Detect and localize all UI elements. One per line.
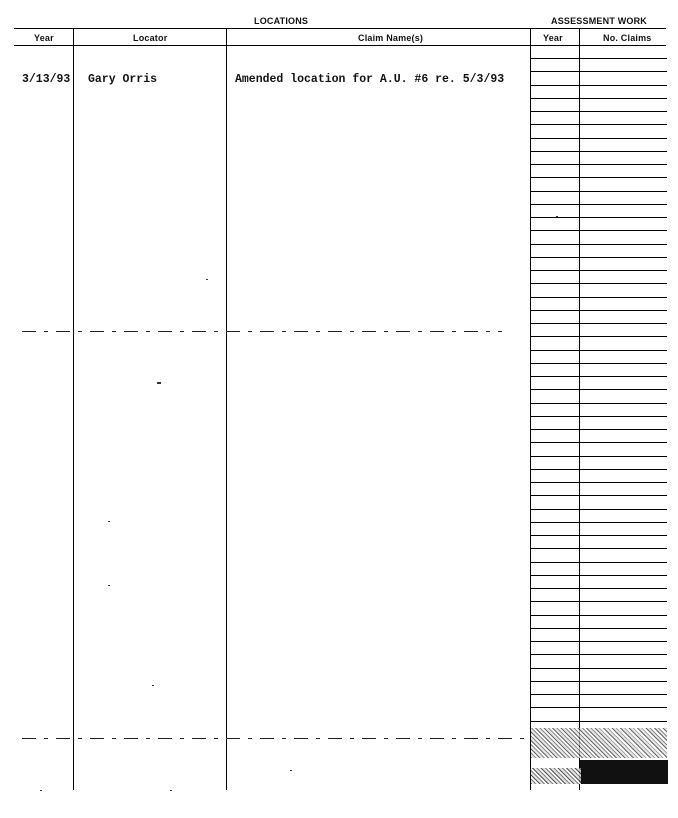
locations-header: LOCATIONS — [254, 16, 309, 26]
assessment-work-row-rule — [531, 244, 667, 245]
assessment-work-row-rule — [531, 721, 667, 722]
assessment-work-row-rule — [531, 429, 667, 430]
assessment-work-header: ASSESSMENT WORK — [551, 16, 648, 26]
column-header-claim-names: Claim Name(s) — [358, 33, 424, 43]
speck — [170, 790, 172, 791]
column-header-no-claims: No. Claims — [603, 33, 652, 43]
assessment-work-row-rule — [531, 191, 667, 192]
assessment-work-row-rule — [531, 509, 667, 510]
assessment-work-row-rule — [531, 535, 667, 536]
speck — [556, 216, 558, 217]
column-divider-aw-year-claims — [579, 28, 580, 790]
entry-locator: Gary Orris — [88, 73, 158, 86]
scan-noise — [531, 728, 667, 758]
speck — [290, 770, 292, 771]
assessment-work-row-rule — [531, 681, 667, 682]
column-header-year: Year — [34, 33, 54, 43]
assessment-work-row-rule — [531, 111, 667, 112]
assessment-work-row-rule — [531, 310, 667, 311]
assessment-work-row-rule — [531, 350, 667, 351]
assessment-work-row-rule — [531, 85, 667, 86]
assessment-work-row-rule — [531, 323, 667, 324]
speck — [157, 382, 161, 384]
assessment-work-row-rule — [531, 416, 667, 417]
entry-year: 3/13/93 — [22, 73, 71, 86]
assessment-work-row-rule — [531, 628, 667, 629]
assessment-work-row-rule — [531, 442, 667, 443]
top-rule — [14, 28, 666, 29]
speck — [152, 685, 154, 686]
column-header-aw-year: Year — [543, 33, 563, 43]
assessment-work-row-rule — [531, 654, 667, 655]
assessment-work-row-rule — [531, 177, 667, 178]
assessment-work-row-rule — [531, 230, 667, 231]
column-divider-locator-claim — [226, 28, 227, 790]
assessment-work-row-rule — [531, 124, 667, 125]
assessment-work-row-rule — [531, 615, 667, 616]
assessment-work-row-rule — [531, 601, 667, 602]
scan-noise — [580, 760, 668, 784]
assessment-work-row-rule — [531, 707, 667, 708]
assessment-work-row-rule — [531, 456, 667, 457]
assessment-work-row-rule — [531, 575, 667, 576]
assessment-work-row-rule — [531, 588, 667, 589]
column-header-locator: Locator — [133, 33, 168, 43]
assessment-work-row-rule — [531, 562, 667, 563]
assessment-work-row-rule — [531, 668, 667, 669]
column-divider-claim-aw — [530, 28, 531, 790]
assessment-work-row-rule — [531, 336, 667, 337]
assessment-work-row-rule — [531, 71, 667, 72]
assessment-work-row-rule — [531, 297, 667, 298]
assessment-work-row-rule — [531, 151, 667, 152]
assessment-work-row-rule — [531, 204, 667, 205]
assessment-work-row-rule — [531, 469, 667, 470]
assessment-work-row-rule — [531, 376, 667, 377]
assessment-work-row-rule — [531, 495, 667, 496]
speck — [108, 585, 110, 586]
assessment-work-row-rule — [531, 257, 667, 258]
assessment-work-row-rule — [531, 522, 667, 523]
assessment-work-row-rule — [531, 389, 667, 390]
assessment-work-row-rule — [531, 403, 667, 404]
assessment-work-row-rule — [531, 98, 667, 99]
fold-line-bottom — [22, 738, 527, 739]
assessment-work-row-rule — [531, 138, 667, 139]
speck — [40, 790, 42, 791]
entry-claim-name: Amended location for A.U. #6 re. 5/3/93 — [235, 73, 505, 86]
assessment-work-row-rule — [531, 283, 667, 284]
assessment-work-row-rule — [531, 641, 667, 642]
assessment-work-row-rule — [531, 548, 667, 549]
assessment-work-row-rule — [531, 482, 667, 483]
speck — [206, 279, 208, 280]
assessment-work-row-rule — [531, 58, 667, 59]
column-divider-year-locator — [73, 28, 74, 790]
assessment-work-row-rule — [531, 694, 667, 695]
fold-line-middle — [22, 331, 502, 332]
assessment-work-row-rule — [531, 270, 667, 271]
assessment-work-row-rule — [531, 217, 667, 218]
assessment-work-row-rule — [531, 363, 667, 364]
scan-noise — [531, 768, 581, 784]
speck — [108, 521, 110, 522]
header-bottom-rule — [14, 45, 666, 46]
assessment-work-row-rule — [531, 164, 667, 165]
